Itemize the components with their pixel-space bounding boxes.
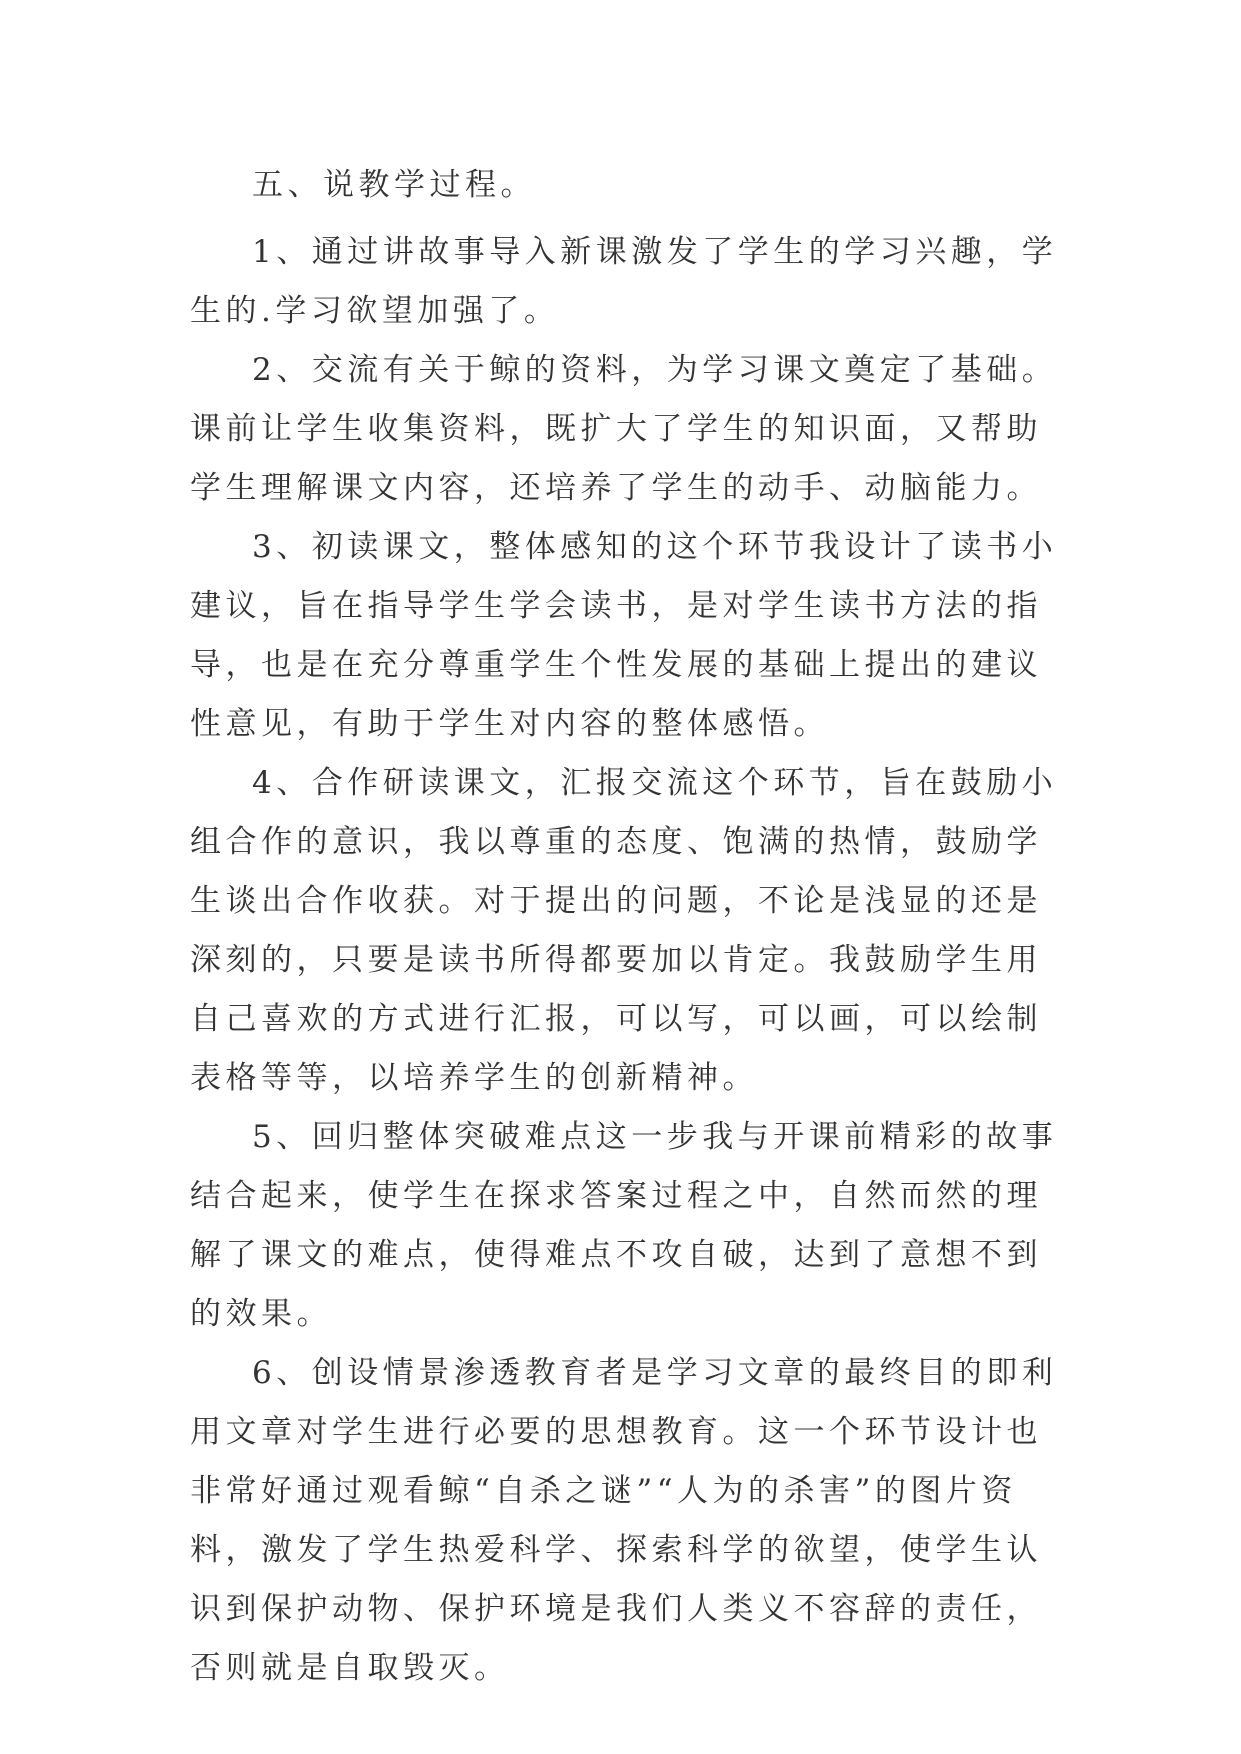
paragraph-5: 5、回归整体突破难点这一步我与开课前精彩的故事结合起来，使学生在探求答案过程之中，自然而然的理解了课文的难点，使得难点不攻自破，达到了意想不到的效果。	[190, 1119, 1058, 1332]
paragraph-6: 6、创设情景渗透教育者是学习文章的最终目的即利用文章对学生进行必要的思想教育。这一个环节设计也非常好通过观看鲸“自杀之谜”“人为的杀害”的图片资料，激发了学生热爱科学、探索科学的欲望，使学生认识到保护动物、保护环境是我们人类义不容辞的责任，否则就是自取毁灭。	[190, 1355, 1058, 1686]
section-heading: 五、说教学过程。	[252, 167, 536, 203]
paragraph-3: 3、初读课文，整体感知的这个环节我设计了读书小建议，旨在指导学生学会读书，是对学生读书方法的指导，也是在充分尊重学生个性发展的基础上提出的建议性意见，有助于学生对内容的整体感悟。	[190, 529, 1058, 742]
document-body	[190, 156, 1070, 1698]
paragraph-1: 1、通过讲故事导入新课激发了学生的学习兴趣，学生的.学习欲望加强了。	[190, 234, 1058, 329]
paragraph-2: 2、交流有关于鲸的资料，为学习课文奠定了基础。课前让学生收集资料，既扩大了学生的知识面，又帮助学生理解课文内容，还培养了学生的动手、动脑能力。	[190, 352, 1058, 506]
paragraph-4: 4、合作研读课文，汇报交流这个环节，旨在鼓励小组合作的意识，我以尊重的态度、饱满的热情，鼓励学生谈出合作收获。对于提出的问题，不论是浅显的还是深刻的，只要是读书所得都要加以肯定。我鼓励学生用自己喜欢的方式进行汇报，可以写，可以画，可以绘制表格等等，以培养学生的创新精神。	[190, 765, 1058, 1096]
